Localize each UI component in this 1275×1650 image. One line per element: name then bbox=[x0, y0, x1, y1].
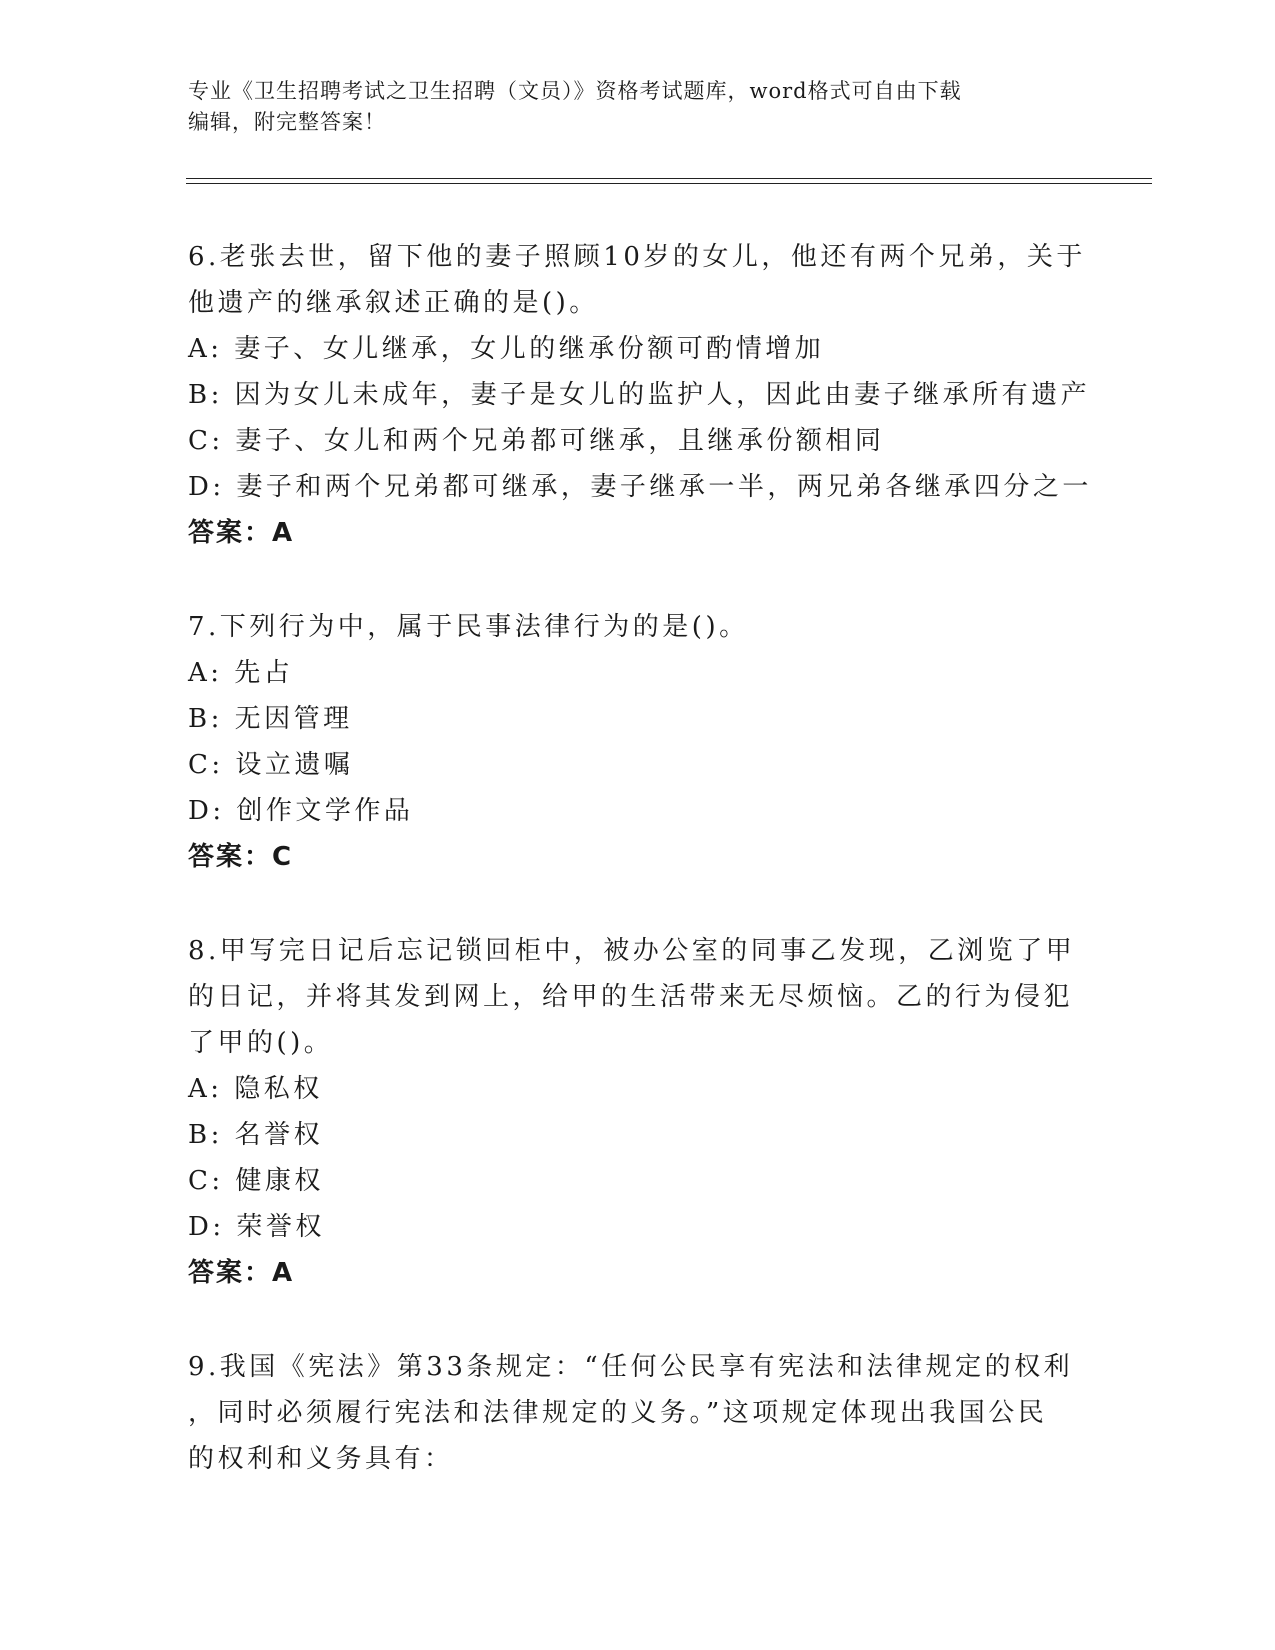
answer-label: 答案：C bbox=[188, 842, 294, 872]
option-c: C: 妻子、女儿和两个兄弟都可继承，且继承份额相同 bbox=[188, 426, 885, 456]
question-text-line: 的权利和义务具有： bbox=[188, 1444, 454, 1474]
option-a: A: 妻子、女儿继承，女儿的继承份额可酌情增加 bbox=[188, 334, 825, 364]
question-text-line: 8.甲写完日记后忘记锁回柜中，被办公室的同事乙发现，乙浏览了甲 bbox=[188, 936, 1076, 966]
option-b: B: 无因管理 bbox=[188, 704, 353, 734]
option-c: C: 健康权 bbox=[188, 1166, 324, 1196]
question-text-line: 他遗产的继承叙述正确的是()。 bbox=[188, 288, 599, 318]
question-text-line: 6.老张去世，留下他的妻子照顾10岁的女儿，他还有两个兄弟，关于 bbox=[188, 242, 1086, 272]
option-b: B: 名誉权 bbox=[188, 1120, 324, 1150]
option-a: A: 隐私权 bbox=[188, 1074, 323, 1104]
option-a: A: 先占 bbox=[188, 658, 294, 688]
question-7 bbox=[188, 604, 1088, 880]
option-c: C: 设立遗嘱 bbox=[188, 750, 354, 780]
option-d: D: 荣誉权 bbox=[188, 1212, 325, 1242]
question-text-line: ，同时必须履行宪法和法律规定的义务。”这项规定体现出我国公民 bbox=[188, 1398, 1048, 1428]
question-8 bbox=[188, 928, 1088, 1296]
answer-label: 答案：A bbox=[188, 1258, 295, 1288]
option-d: D: 妻子和两个兄弟都可继承，妻子继承一半，两兄弟各继承四分之一 bbox=[188, 472, 1092, 502]
option-d: D: 创作文学作品 bbox=[188, 796, 414, 826]
header-divider-top bbox=[186, 178, 1152, 179]
question-text-line: 了甲的()。 bbox=[188, 1028, 334, 1058]
header-line-1: 专业《卫生招聘考试之卫生招聘（文员）》资格考试题库，word格式可自由下载 bbox=[188, 79, 962, 103]
question-list bbox=[188, 234, 1092, 1530]
question-text-line: 9.我国《宪法》第33条规定：“任何公民享有宪法和法律规定的权利 bbox=[188, 1352, 1074, 1382]
option-b: B: 因为女儿未成年，妻子是女儿的监护人，因此由妻子继承所有遗产 bbox=[188, 380, 1091, 410]
question-9 bbox=[188, 1344, 1088, 1482]
question-6 bbox=[188, 234, 1092, 556]
answer-label: 答案：A bbox=[188, 518, 295, 548]
question-text-line: 的日记，并将其发到网上，给甲的生活带来无尽烦恼。乙的行为侵犯 bbox=[188, 982, 1074, 1012]
document-header bbox=[188, 76, 1068, 138]
header-divider-bottom bbox=[186, 183, 1152, 184]
question-text-line: 7.下列行为中，属于民事法律行为的是()。 bbox=[188, 612, 749, 642]
header-line-2: 编辑，附完整答案！ bbox=[188, 110, 386, 134]
